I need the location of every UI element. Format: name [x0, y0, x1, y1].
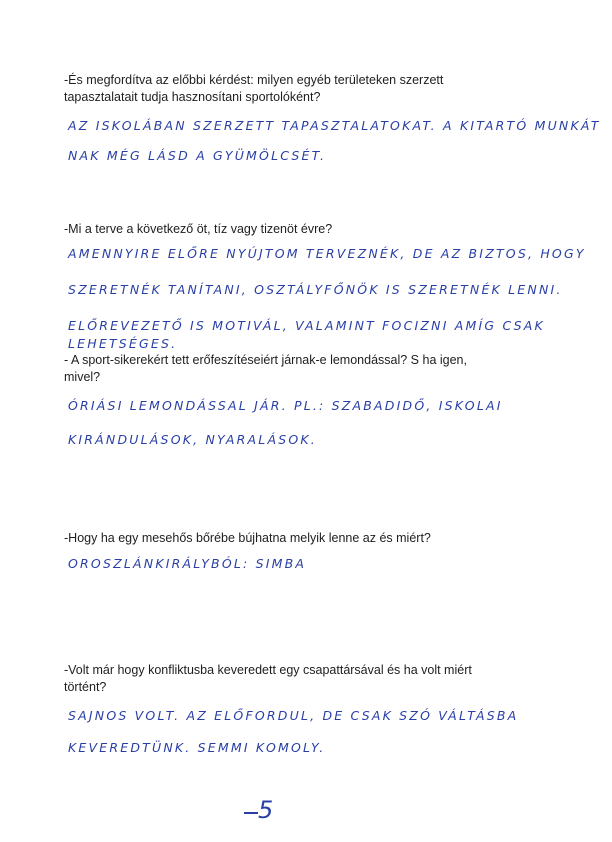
answer-2-line-1: AMENNYIRE ELŐRE NYÚJTOM TERVEZNÉK, DE AZ BIZTOS, HOGY: [68, 246, 586, 261]
question-5: -Volt már hogy konfliktusba keveredett egy csapattársával és ha volt miért történt?: [64, 663, 472, 694]
question-2: -Mi a terve a következő öt, tíz vagy tizenöt évre?: [64, 222, 333, 236]
answer-1-line-1: AZ ISKOLÁBAN SZERZETT TAPASZTALATOKAT. A KITARTÓ MUNKÁT: [68, 118, 601, 133]
answer-1-line-2: NAK MÉG LÁSD A GYÜMÖLCSÉT.: [68, 148, 327, 163]
answer-3-line-1: ÓRIÁSI LEMONDÁSSAL JÁR. PL.: SZABADIDŐ, ISKOLAI: [68, 398, 503, 413]
question-3: - A sport-sikerekért tett erőfeszítéseiért járnak-e lemondással? S ha igen, mivel?: [64, 353, 467, 384]
answer-5-line-1: SAJNOS VOLT. AZ ELŐFORDUL, DE CSAK SZÓ VÁLTÁSBA: [68, 708, 519, 723]
question-1: -És megfordítva az előbbi kérdést: milyen egyéb területeken szerzett tapasztalatait tudja hasznosítani sportolóként?: [64, 73, 444, 104]
answer-5-line-2: KEVEREDTÜNK. SEMMI KOMOLY.: [68, 740, 326, 755]
answer-2-line-3: ELŐREVEZETŐ IS MOTIVÁL, VALAMINT FOCIZNI AMÍG CSAK: [68, 318, 545, 333]
answer-3-line-2: KIRÁNDULÁSOK, NYARALÁSOK.: [68, 432, 317, 447]
answer-4-line-1: OROSZLÁNKIRÁLYBÓL: SIMBA: [68, 556, 307, 571]
page-number-dash: [244, 812, 258, 814]
answer-2-line-2: SZERETNÉK TANÍTANI, OSZTÁLYFŐNÖK IS SZERETNÉK LENNI.: [68, 282, 563, 297]
question-4: -Hogy ha egy mesehős bőrébe bújhatna melyik lenne az és miért?: [64, 531, 431, 545]
answer-2-line-4: LEHETSÉGES.: [68, 336, 178, 351]
page-number: 5: [258, 796, 274, 824]
